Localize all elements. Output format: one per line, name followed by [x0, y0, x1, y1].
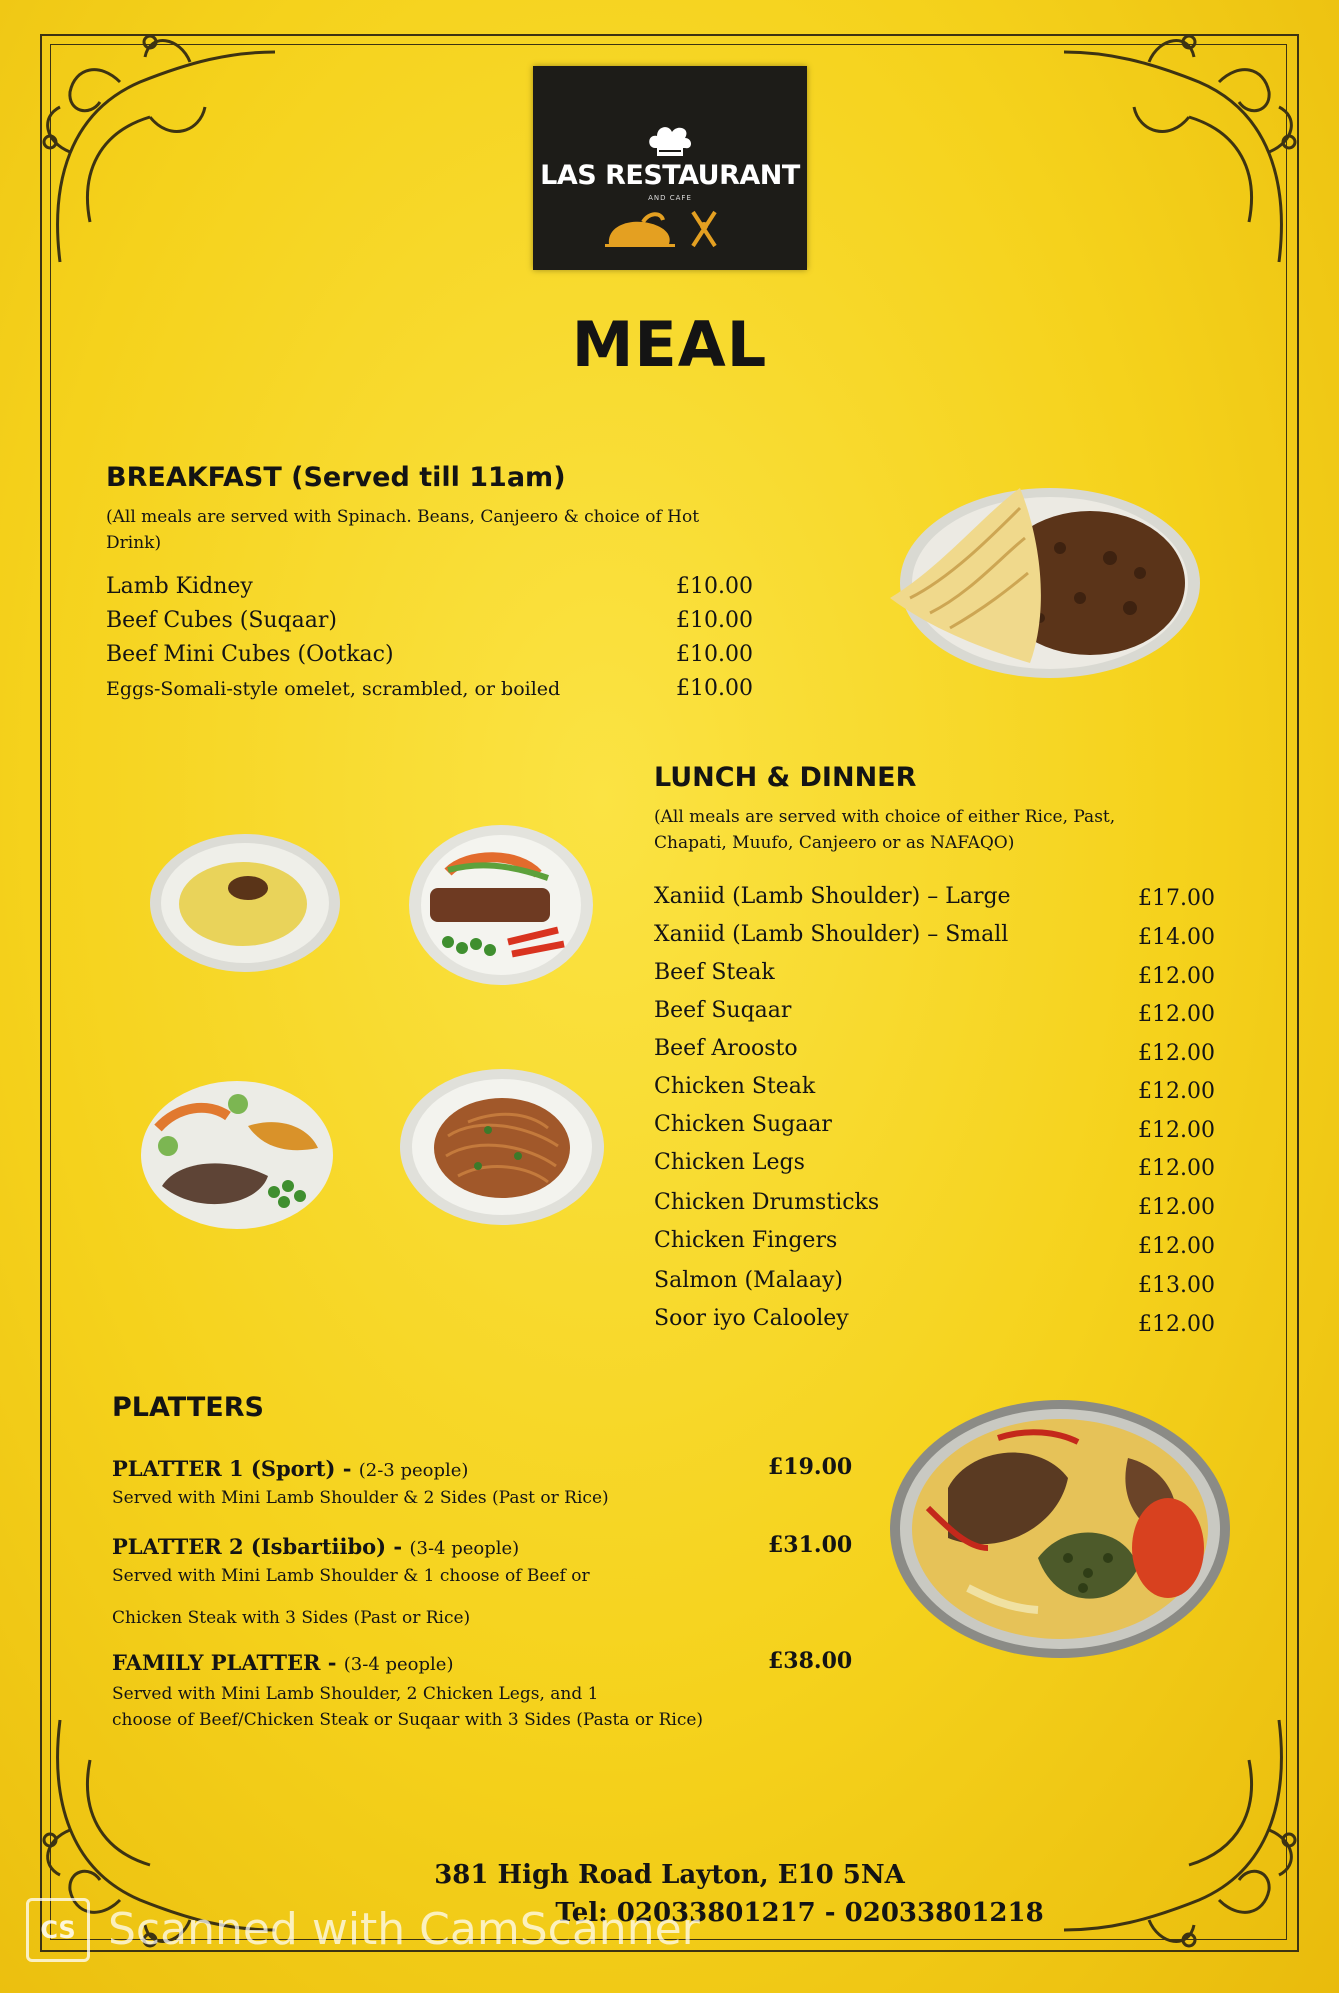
platter-price: £19.00	[768, 1454, 853, 1480]
platter-desc: choose of Beef/Chicken Steak or Suqaar with 3 Sides (Pasta or Rice)	[112, 1710, 704, 1730]
lunch-item-name: Soor iyo Calooley	[654, 1306, 849, 1331]
lunch-item-price: £12.00	[1138, 1156, 1215, 1181]
platter-desc: Served with Mini Lamb Shoulder & 2 Sides (Past or Rice)	[112, 1488, 609, 1508]
chef-hat-icon	[645, 124, 695, 158]
page-title: MEAL	[571, 308, 768, 381]
ornament-top-left-icon	[30, 22, 280, 272]
lunch-item-price: £12.00	[1138, 1041, 1215, 1066]
breakfast-item-price: £10.00	[676, 574, 753, 599]
lamb-and-salad-dish-image	[138, 1076, 336, 1234]
lunch-item-name: Beef Suqaar	[654, 998, 792, 1023]
platter-dish-image	[888, 1398, 1232, 1660]
logo-name: LAS RESTAURANT	[540, 160, 800, 191]
lunch-dinner-heading: LUNCH & DINNER	[654, 762, 917, 793]
platter-desc: Chicken Steak with 3 Sides (Past or Rice)	[112, 1608, 471, 1628]
lunch-note-line2: Chapati, Muufo, Canjeero or as NAFAQO)	[654, 833, 1015, 853]
breakfast-item-price: £10.00	[676, 608, 753, 633]
breakfast-dish-image	[880, 478, 1200, 683]
lunch-item-name: Chicken Fingers	[654, 1228, 838, 1253]
lunch-item-price: £17.00	[1138, 886, 1215, 911]
platters-heading: PLATTERS	[112, 1392, 264, 1423]
family-platter-title: FAMILY PLATTER - (3-4 people)	[112, 1650, 454, 1675]
restaurant-logo	[533, 66, 807, 270]
lunch-item-price: £12.00	[1138, 964, 1215, 989]
lunch-item-price: £12.00	[1138, 1312, 1215, 1337]
lunch-item-price: £12.00	[1138, 1079, 1215, 1104]
breakfast-note-line1: (All meals are served with Spinach. Beans, Canjeero & choice of Hot	[106, 507, 700, 527]
breakfast-item-price: £10.00	[676, 642, 753, 667]
platter-name: PLATTER 1 (Sport)	[112, 1456, 336, 1481]
lunch-item-name: Chicken Drumsticks	[654, 1190, 880, 1215]
platter-name: PLATTER 2 (Isbartiibo)	[112, 1534, 387, 1559]
lunch-note-line1: (All meals are served with choice of either Rice, Past,	[654, 807, 1116, 827]
breakfast-item-name: Lamb Kidney	[106, 574, 253, 599]
breakfast-item-name: Eggs-Somali-style omelet, scrambled, or boiled	[106, 678, 561, 700]
platter-name: FAMILY PLATTER	[112, 1650, 321, 1675]
lunch-item-price: £12.00	[1138, 1002, 1215, 1027]
breakfast-item-name: Beef Cubes (Suqaar)	[106, 608, 337, 633]
footer-address: 381 High Road Layton, E10 5NA	[434, 1860, 905, 1890]
breakfast-item-name: Beef Mini Cubes (Ootkac)	[106, 642, 394, 667]
platter-people: (2-3 people)	[358, 1460, 469, 1481]
platter-2-title: PLATTER 2 (Isbartiibo) - (3-4 people)	[112, 1534, 520, 1559]
camscanner-watermark: Scanned with CamScanner	[108, 1904, 700, 1955]
beef-steak-dish-image	[408, 822, 594, 988]
platter-people: (3-4 people)	[343, 1654, 454, 1675]
lunch-item-price: £12.00	[1138, 1195, 1215, 1220]
lunch-item-name: Beef Aroosto	[654, 1036, 798, 1061]
breakfast-note-line2: Drink)	[106, 533, 162, 553]
lunch-item-name: Beef Steak	[654, 960, 775, 985]
roast-chicken-and-cutlery-icon	[603, 206, 737, 250]
rice-dish-image	[148, 832, 342, 974]
lunch-item-name: Chicken Sugaar	[654, 1112, 832, 1137]
logo-subtitle: AND CAFE	[648, 194, 692, 202]
breakfast-item-price: £10.00	[676, 676, 753, 701]
lunch-item-name: Chicken Steak	[654, 1074, 816, 1099]
platter-price: £38.00	[768, 1648, 853, 1674]
platter-1-title: PLATTER 1 (Sport) - (2-3 people)	[112, 1456, 469, 1481]
lunch-item-price: £13.00	[1138, 1273, 1215, 1298]
platter-desc: Served with Mini Lamb Shoulder, 2 Chicken Legs, and 1	[112, 1684, 599, 1704]
platter-price: £31.00	[768, 1532, 853, 1558]
platter-people: (3-4 people)	[409, 1538, 520, 1559]
lunch-item-name: Xaniid (Lamb Shoulder) – Small	[654, 922, 1009, 947]
breakfast-heading: BREAKFAST (Served till 11am)	[106, 462, 566, 493]
lunch-item-name: Salmon (Malaay)	[654, 1268, 843, 1293]
pasta-dish-image	[398, 1066, 606, 1228]
lunch-item-name: Xaniid (Lamb Shoulder) – Large	[654, 884, 1011, 909]
ornament-top-right-icon	[1059, 22, 1309, 272]
lunch-item-name: Chicken Legs	[654, 1150, 805, 1175]
platter-desc: Served with Mini Lamb Shoulder & 1 choose of Beef or	[112, 1566, 590, 1586]
camscanner-logo-icon: CS	[26, 1898, 90, 1962]
footer-phone: Tel: 02033801217 - 02033801218	[555, 1898, 1044, 1928]
lunch-item-price: £12.00	[1138, 1234, 1215, 1259]
lunch-item-price: £14.00	[1138, 925, 1215, 950]
lunch-item-price: £12.00	[1138, 1118, 1215, 1143]
